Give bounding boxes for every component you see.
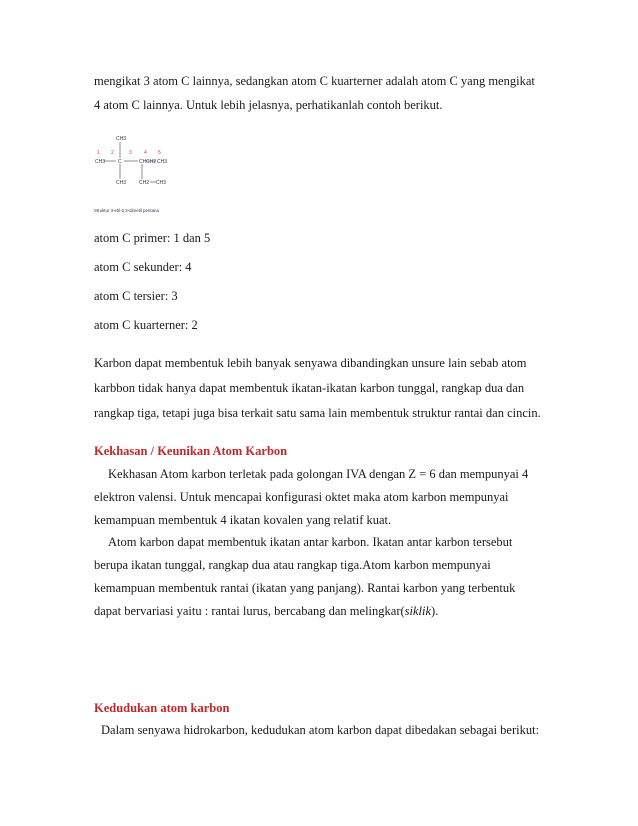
group-top: CH3 bbox=[116, 136, 127, 142]
section1-line-7 bbox=[94, 603, 438, 619]
list-kuarterner: atom C kuarterner: 2 bbox=[94, 318, 198, 332]
section1-line-1: Kekhasan Atom karbon terletak pada golongan IVA dengan Z = 6 dan mempunyai 4 bbox=[108, 467, 529, 481]
section1-line-3: kemampuan membentuk 4 ikatan kovalen yang relatif kuat. bbox=[94, 513, 392, 527]
section2-heading: Kedudukan atom karbon bbox=[94, 701, 230, 715]
siklik-term: siklik bbox=[404, 604, 432, 618]
carbon-number-1: 1 bbox=[97, 150, 100, 156]
group-c1: CH3 bbox=[95, 159, 106, 165]
list-primer: atom C primer: 1 dan 5 bbox=[94, 231, 211, 245]
carbon-number-4: 4 bbox=[144, 150, 147, 156]
group-c5: CH3 bbox=[157, 159, 168, 165]
group-c3: CH bbox=[139, 159, 147, 165]
section1-line-4: Atom karbon dapat membentuk ikatan antar karbon. Ikatan antar karbon tersebut bbox=[108, 535, 513, 549]
section1-line-6: kemampuan membentuk rantai (ikatan yang panjang). Rantai karbon yang terbentuk bbox=[94, 581, 516, 595]
section1-line-5: berupa ikatan tunggal, rangkap dua atau rangkap tiga.Atom karbon mempunyai bbox=[94, 558, 491, 572]
group-c2: C bbox=[118, 159, 122, 165]
structure-caption: Struktur 3-etil-2,2-dimetil pentana bbox=[94, 208, 159, 213]
carbon-number-2: 2 bbox=[111, 150, 114, 156]
group-bottom-right: CH3 bbox=[156, 180, 167, 186]
list-tersier: atom C tersier: 3 bbox=[94, 289, 178, 303]
group-bottom-left: CH3 bbox=[116, 180, 127, 186]
paragraph1-line-3: rangkap tiga, tetapi juga bisa terkait satu sama lain membentuk struktur rantai dan cincin. bbox=[94, 406, 541, 420]
list-sekunder: atom C sekunder: 4 bbox=[94, 260, 192, 274]
intro-line-2: 4 atom C lainnya. Untuk lebih jelasnya, perhatikanlah contoh berikut. bbox=[94, 98, 443, 112]
section2-line-1: Dalam senyawa hidrokarbon, kedudukan atom karbon dapat dibedakan sebagai berikut: bbox=[101, 723, 540, 737]
carbon-number-3: 3 bbox=[129, 150, 132, 156]
group-bottom-mid: CH2 bbox=[139, 180, 150, 186]
group-c4: CH2 bbox=[146, 159, 157, 165]
paragraph1-line-1: Karbon dapat membentuk lebih banyak senyawa dibandingkan unsure lain sebab atom bbox=[94, 356, 527, 370]
structure-diagram bbox=[92, 133, 172, 215]
section1-line-7-post: ). bbox=[431, 604, 439, 618]
carbon-number-5: 5 bbox=[158, 150, 161, 156]
section1-line-2: elektron valensi. Untuk mencapai konfigurasi oktet maka atom karbon mempunyai bbox=[94, 490, 509, 504]
paragraph1-line-2: karbbon tidak hanya dapat membentuk ikatan-ikatan karbon tunggal, rangkap dua dan bbox=[94, 381, 525, 395]
intro-line-1: mengikat 3 atom C lainnya, sedangkan atom C kuarterner adalah atom C yang mengikat bbox=[94, 74, 535, 88]
section1-heading: Kekhasan / Keunikan Atom Karbon bbox=[94, 444, 288, 458]
section1-line-7-pre: dapat bervariasi yaitu : rantai lurus, bercabang dan melingkar( bbox=[94, 604, 405, 618]
